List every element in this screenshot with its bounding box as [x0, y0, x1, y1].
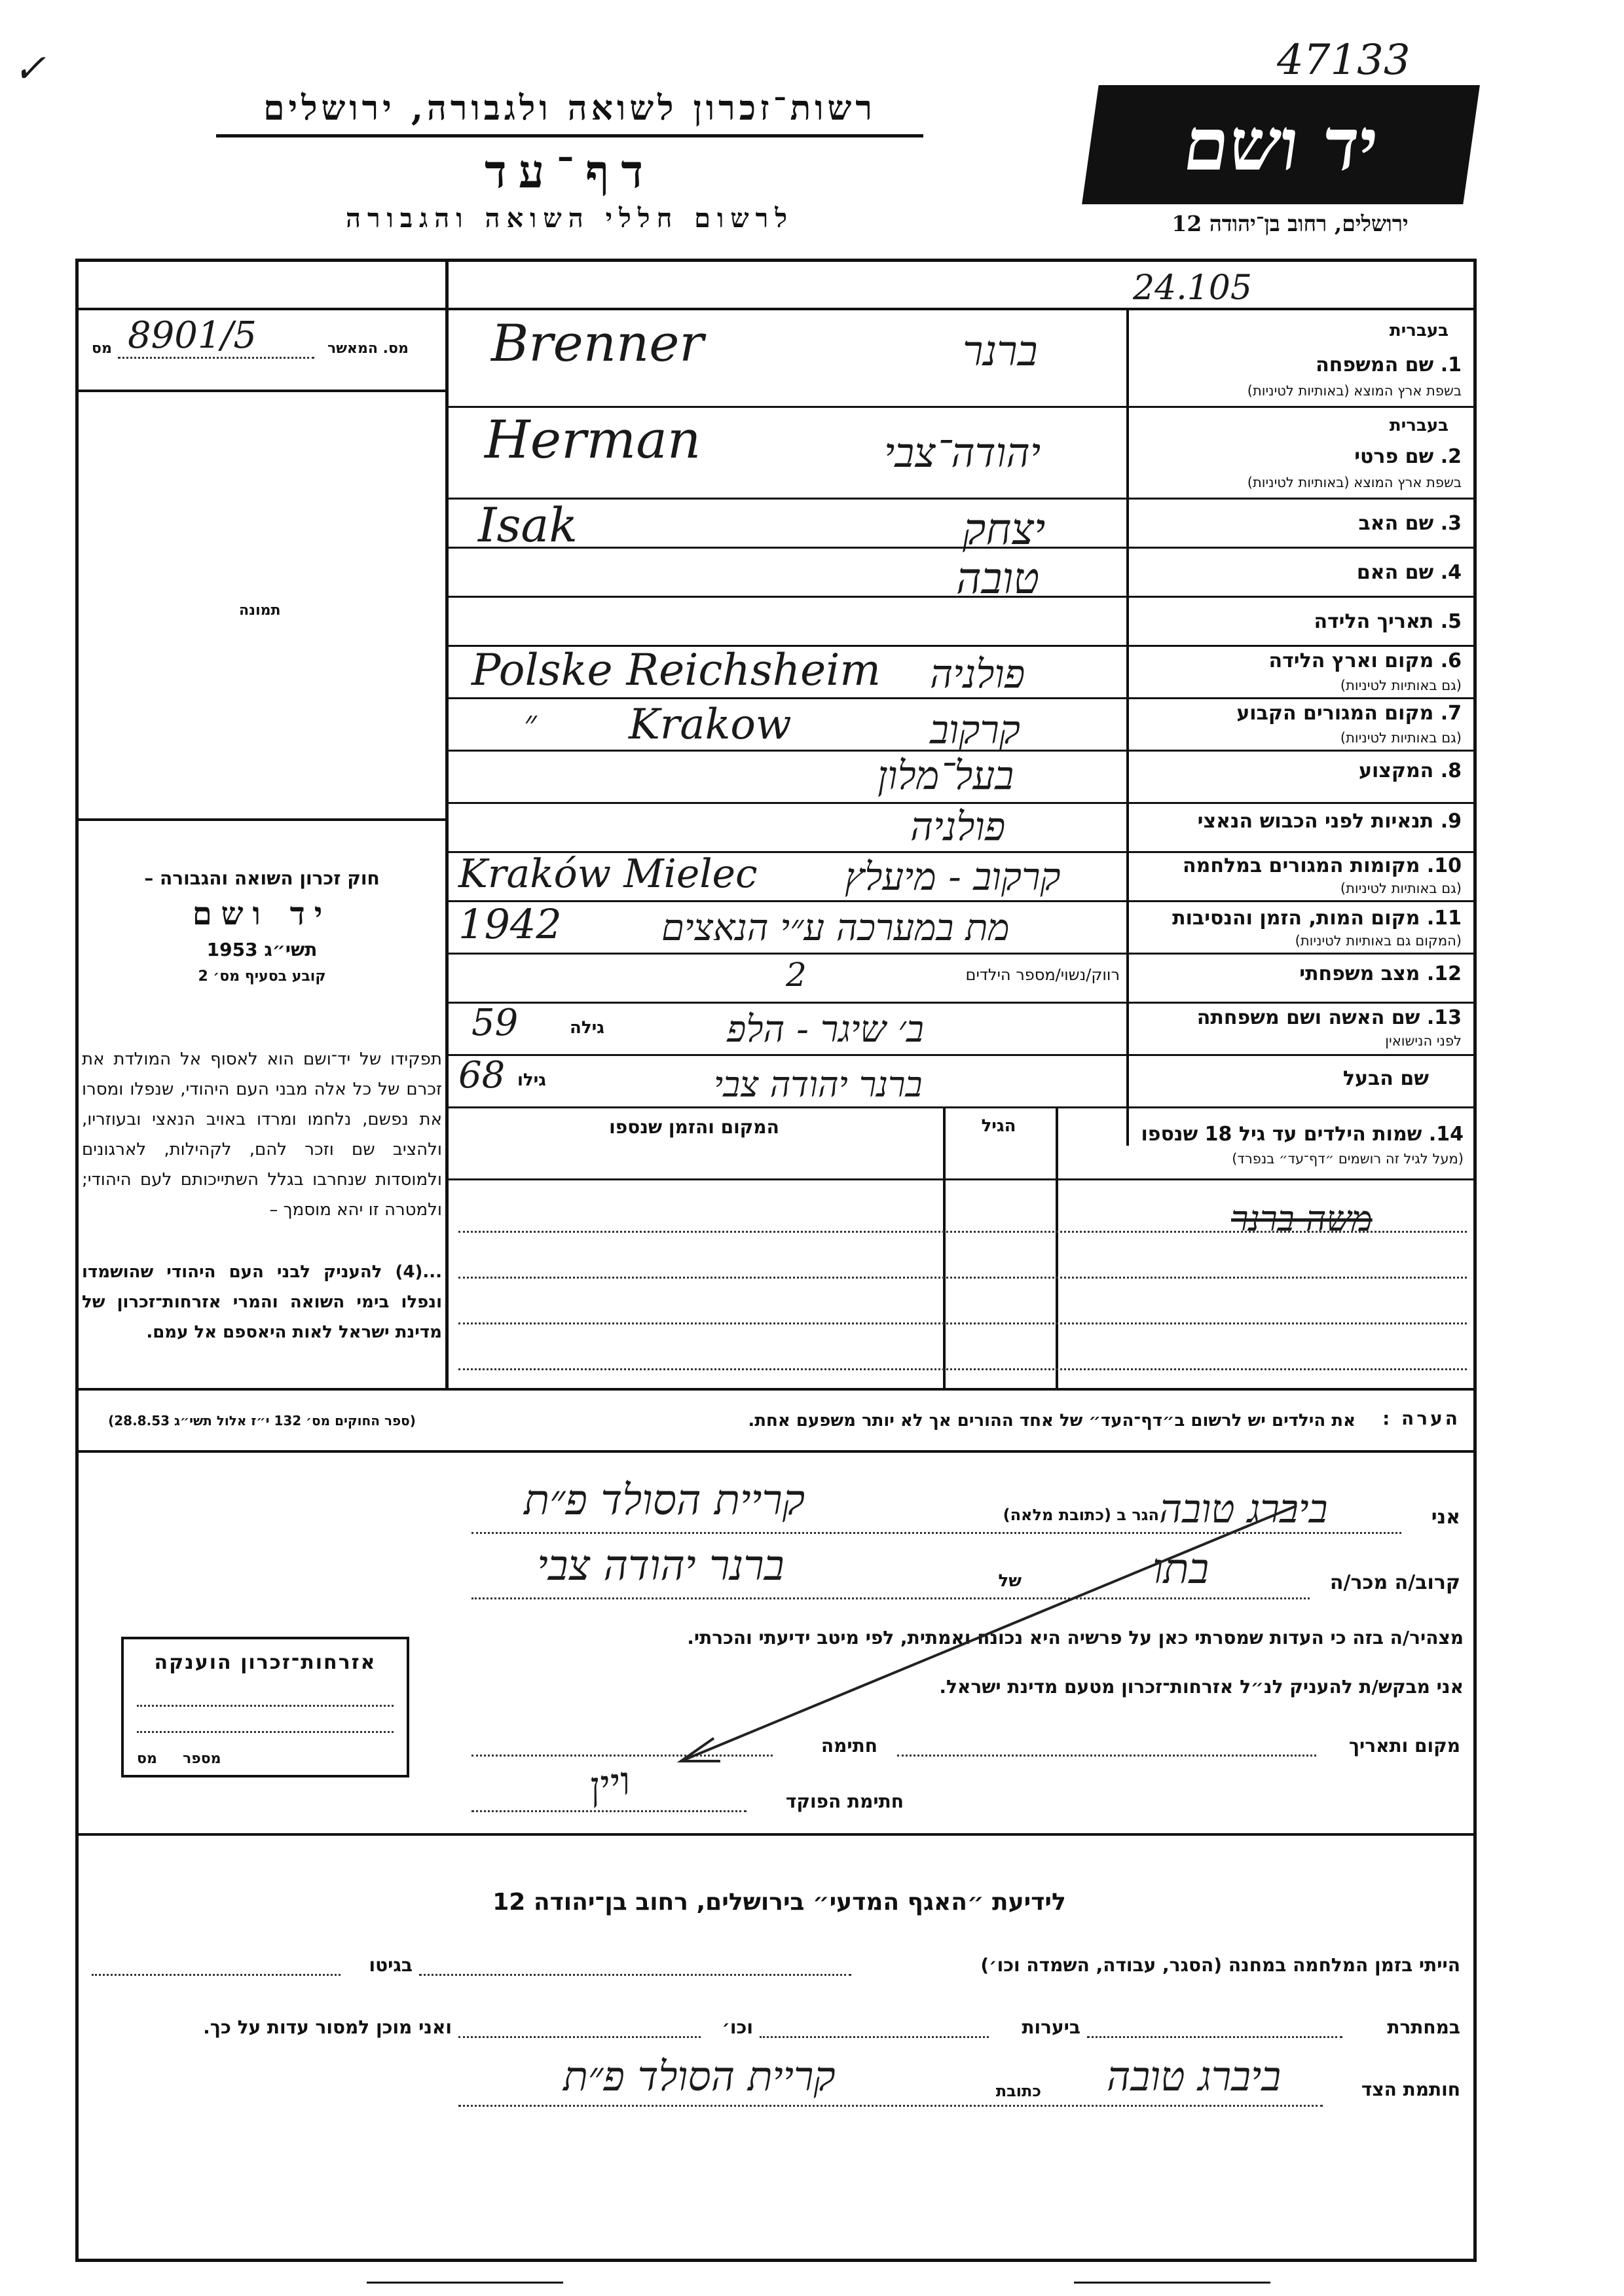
check-mark: ✓ — [13, 46, 46, 92]
left-column-divider — [445, 261, 449, 1390]
field-9-he: פולניה — [910, 804, 1006, 850]
law-block — [82, 867, 442, 985]
law-title: חוק זכרון השואה והגבורה – — [144, 867, 380, 889]
children-col-div-1 — [943, 1106, 946, 1388]
law-section: קובע בסעיף מס׳ 2 — [198, 968, 326, 985]
decl-i-label: אני — [1431, 1506, 1460, 1529]
row-rule-10 — [447, 900, 1475, 902]
row-rule-14 — [447, 1106, 1475, 1108]
field-8-label: 8. המקצוע — [1359, 759, 1462, 782]
field-2-latin: Herman — [485, 409, 701, 470]
official-sig-label: חתימת הפוקד — [785, 1791, 904, 1812]
field-6-sub: (גם באותיות לטיניות) — [1340, 678, 1462, 693]
decl-request: אני מבקש/ת להעניק לנ״ל אזרחות־זכרון מטעם מדינת ישראל. — [939, 1676, 1464, 1698]
label-column-divider — [1126, 308, 1129, 1146]
field-12-label: 12. מצב משפחתי — [1299, 962, 1462, 985]
footer-line3-addr-label: כתובת — [995, 2082, 1041, 2100]
footer-line2-end: ואני מוכן למסור עדות על כך. — [203, 2016, 452, 2038]
footer-top-rule — [77, 1833, 1475, 1836]
logo-text: יד ושם — [1178, 102, 1384, 187]
col-place: המקום והזמן שנספו — [609, 1116, 779, 1138]
row-rule-11 — [447, 953, 1475, 955]
footer-line3-name: ביברג טובה — [1107, 2052, 1282, 2100]
citizenship-line-2 — [137, 1731, 394, 1733]
field-10-label: 10. מקומות המגורים במלחמה — [1183, 854, 1462, 877]
field-4-label: 4. שם האם — [1356, 561, 1462, 584]
address: ירושלים, רחוב בן־יהודה 12 — [1172, 211, 1409, 236]
footer-line3-addr: קריית הסולד פ״ת — [563, 2052, 836, 2100]
field-6-he: פולניה — [930, 651, 1025, 697]
field-13-he: ב׳ שיגר - הלפ — [727, 1008, 924, 1051]
decl-name: ביברג טובה — [1159, 1486, 1328, 1532]
serial-suffix: מס — [92, 340, 112, 357]
field-13-sub: לפני הנישואין — [1385, 1033, 1462, 1049]
page-code: 24.105 — [1133, 268, 1252, 308]
archive-number: 47133 — [1277, 36, 1411, 84]
children-head-rule — [447, 1178, 1475, 1180]
citizenship-box — [121, 1637, 409, 1777]
field-1-sub: בשפת ארץ המוצא (באותיות לטיניות) — [1247, 383, 1462, 399]
law-para-2: ...(4) להעניק לבני העם היהודי שהושמדו ונפלו בימי השואה והמרי אזרחות־זכרון של מדינת ישראל לאות היאספם אל עמם. — [82, 1262, 442, 1342]
yad-vashem-logo — [1082, 85, 1480, 204]
footer-line2-dots-2 — [760, 2036, 989, 2038]
field-7-label: 7. מקום המגורים הקבוע — [1236, 702, 1462, 725]
field-4-he: טובה — [956, 553, 1040, 604]
husband-he: ברנר יהודה צבי — [714, 1064, 923, 1105]
field-3-he: יצחק — [963, 504, 1046, 555]
row-rule-3 — [447, 547, 1475, 549]
field-7-he: קרקוב — [930, 707, 1020, 753]
citizenship-number-suffix: מס — [137, 1751, 157, 1767]
field-7-latin: Krakow — [629, 701, 792, 749]
note-label: הערה : — [1382, 1408, 1460, 1429]
field-14-sub: (מעל לגיל זה רושמים ״דף־עד״ בנפרד) — [1232, 1151, 1464, 1167]
top-row-rule — [77, 308, 1475, 310]
note-top-rule — [77, 1388, 1475, 1391]
children-col-div-2 — [1056, 1106, 1058, 1388]
footer-title: לידיעת ״האגף המדעי״ בירושלים, רחוב בן־יהודה 12 — [492, 1889, 1066, 1916]
field-11-sub: (המקום גם באותיות לטיניות) — [1295, 933, 1462, 949]
photo-rule — [77, 818, 447, 821]
field-14-label: 14. שמות הילדים עד גיל 18 שנספו — [1141, 1123, 1464, 1146]
row-rule-1 — [447, 406, 1475, 408]
footer-line2-dots — [1087, 2036, 1342, 2038]
citizenship-line-1 — [137, 1705, 394, 1707]
footer-line1-dots — [419, 1974, 851, 1976]
footer-line1-label: הייתי בזמן המלחמה במחנה (הסגר, עבודה, השמדה וכו׳) — [980, 1954, 1460, 1976]
field-11-year: 1942 — [458, 900, 562, 948]
field-13-label: 13. שם האשה ושם משפחתה — [1196, 1006, 1462, 1029]
arrow-icon — [655, 1499, 1310, 1774]
field-7-sub: (גם באותיות לטיניות) — [1340, 730, 1462, 746]
official-signature: ויין — [585, 1758, 634, 1810]
place-date-label: מקום ותאריך — [1348, 1735, 1460, 1757]
field-13-age: 59 — [471, 1002, 519, 1044]
citizenship-title: אזרחות־זכרון הוענקה — [154, 1651, 377, 1674]
field-2-sub: בשפת ארץ המוצא (באותיות לטיניות) — [1247, 475, 1462, 490]
photo-label: תמונה — [239, 602, 281, 619]
footer-line2-dots-3 — [458, 2036, 701, 2038]
footer-line2-mid: ביערות — [1022, 2016, 1080, 2038]
field-2-he: יהודה־צבי — [884, 429, 1041, 477]
field-10-he: קרקוב - מיעלץ — [845, 854, 1061, 899]
field-1-label: 1. שם המשפחה — [1316, 354, 1462, 376]
row-rule-13 — [447, 1054, 1475, 1056]
serial-dots — [118, 357, 314, 359]
row-rule-2 — [447, 498, 1475, 500]
field-12-sub: רווק/נשוי/מספר הילדים — [965, 966, 1120, 984]
footer-line2-label: במחתרת — [1387, 2016, 1460, 2038]
law-year: תשי״ג 1953 — [206, 939, 318, 960]
footer-line1-end: בגיטו — [369, 1954, 413, 1976]
lang-he-2: בעברית — [1389, 416, 1449, 435]
child-row-2 — [458, 1277, 1467, 1279]
footer-line1-dots-2 — [92, 1974, 341, 1976]
bottom-mark-right — [1074, 2282, 1270, 2284]
lang-he-1: בעברית — [1389, 321, 1449, 340]
field-11-label: 11. מקום המות, הזמן והנסיבות — [1172, 907, 1462, 930]
decl-resident-label: הגר ב (כתובת מלאה) — [1003, 1506, 1159, 1524]
official-sig-line — [471, 1810, 747, 1812]
row-rule-12 — [447, 1002, 1475, 1004]
footer-line2-etc: וכו׳ — [722, 2016, 753, 2038]
child-row-4 — [458, 1368, 1467, 1370]
serial-label: מס. המאשר — [327, 340, 409, 357]
field-10-sub: (גם באותיות לטיניות) — [1340, 881, 1462, 896]
header-rule — [216, 134, 923, 137]
note-bottom-rule — [77, 1450, 1475, 1453]
org-line: רשות־זכרון לשואה ולגבורה, ירושלים — [263, 88, 876, 128]
field-3-latin: Isak — [478, 498, 578, 553]
field-1-latin: Brenner — [491, 314, 704, 373]
field-8-he: בעל־מלון — [877, 753, 1014, 799]
decl-relation: בתו — [1153, 1545, 1209, 1594]
field-12-children: 2 — [786, 956, 807, 994]
law-source: (ספר החוקים מס׳ 132 י״ז אלול תשי״ג 28.8.53) — [108, 1413, 416, 1429]
field-6-latin: Polske Reichsheim — [471, 645, 881, 695]
row-rule-6 — [447, 697, 1475, 699]
page-title: דף־עד — [484, 144, 655, 198]
child-row-3 — [458, 1322, 1467, 1324]
footer-line3-label: חותמת הצד — [1361, 2079, 1460, 2100]
field-7-mark: ״ — [524, 704, 537, 743]
bottom-mark-left — [367, 2282, 563, 2284]
husband-label: שם הבעל — [1342, 1067, 1429, 1090]
col-age: הגיל — [981, 1116, 1016, 1136]
law-name: יד ושם — [192, 896, 332, 932]
field-2-label: 2. שם פרטי — [1354, 445, 1462, 468]
field-13-age-label: גילה — [570, 1018, 604, 1038]
decl-relative-label: קרוב/ה מכר/ה — [1329, 1571, 1460, 1594]
decl-statement: מצהיר/ה בזה כי העדות שמסרתי כאן על פרשיה היא נכונה ואמתית, לפי מיטב ידיעתי והכרתי. — [687, 1627, 1464, 1649]
husband-age-label: גילו — [517, 1070, 546, 1090]
field-1-he: ברנר — [963, 327, 1038, 376]
decl-address: קריית הסולד פ״ת — [524, 1476, 805, 1525]
field-10-latin: Kraków Mielec — [458, 851, 758, 897]
decl-of-name: ברנר יהודה צבי — [537, 1542, 784, 1590]
field-5-label: 5. תאריך הלידה — [1314, 610, 1462, 633]
note-text: את הילדים יש לרשום ב״דף־העד״ של אחד ההורים אך לא יותר משפעם אחת. — [748, 1411, 1356, 1430]
decl-of-label: של — [998, 1571, 1022, 1591]
signature-label: חתימה — [821, 1735, 877, 1757]
footer-line3-dots — [458, 2105, 1323, 2107]
law-para-1: תפקידו של יד־ושם הוא לאסוף אל המולדת את זכרם של כל אלה מבני העם היהודי, שנפלו ומסרו את נפשם, נלחמו ומרדו באויב הנאצי ובעוזריו, ולהציב שם וזכר להם, לקהילות, לארגונים ולמוסדות שנחרבו בגלל השתייכותם לעם היהודי; ולמטרה זו יהא מוסמך – — [82, 1049, 442, 1220]
serial-value: 8901/5 — [128, 314, 257, 357]
citizenship-number-label: מספר — [183, 1751, 221, 1767]
field-9-label: 9. תנאיות לפני הכבוש הנאצי — [1197, 810, 1462, 833]
husband-age: 68 — [458, 1054, 506, 1097]
field-3-label: 3. שם האב — [1358, 512, 1462, 535]
page-subtitle: לרשום חללי השואה והגבורה — [345, 203, 794, 234]
serial-rule — [77, 390, 447, 392]
field-6-label: 6. מקום וארץ הלידה — [1268, 649, 1462, 672]
child-struck: משה ברנר — [1231, 1198, 1373, 1239]
field-11-he: מת במערכה ע״י הנאצים — [661, 907, 1010, 949]
